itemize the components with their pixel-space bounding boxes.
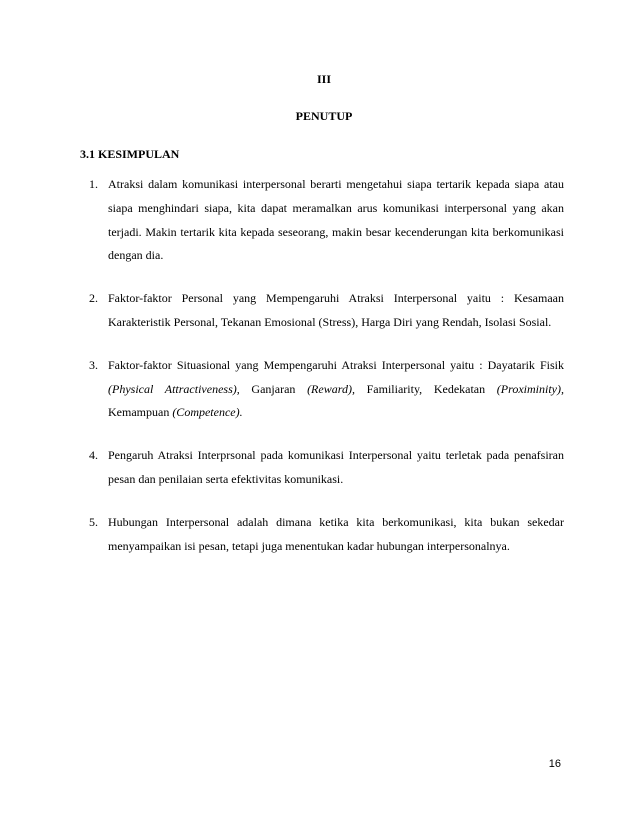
list-item-text-italic: (Reward), bbox=[307, 381, 355, 396]
list-item-number: 5. bbox=[89, 514, 98, 529]
list-item-text-segment: Hubungan Interpersonal adalah dimana ketika kita berkomunikasi, kita bukan sekedar menyampaikan isi pesan, tetapi juga menentukan kadar hubungan interpersonalnya. bbox=[108, 514, 564, 553]
conclusion-list bbox=[82, 173, 564, 577]
list-item-text-segment: Ganjaran bbox=[239, 381, 308, 396]
list-item-text-segment: Atraksi dalam komunikasi interpersonal berarti mengetahui siapa tertarik kepada siapa atau siapa menghindari siapa, kita dapat meramalkan arus komunikasi interpersonal yang akan terjadi. Makin tertarik kita kepada seseorang, makin besar kecenderungan kita berkomunikasi dengan dia. bbox=[108, 177, 564, 263]
list-item bbox=[82, 173, 564, 268]
section-heading: 3.1 KESIMPULAN bbox=[80, 147, 180, 161]
list-item-text-segment: Faktor-faktor Personal yang Mempengaruhi Atraksi Interpersonal yaitu : Kesamaan Karakteristik Personal, Tekanan Emosional (Stress), Harga Diri yang Rendah, Isolasi Sosial. bbox=[108, 291, 564, 329]
list-item-text bbox=[108, 291, 564, 329]
list-item-text-italic: (Competence). bbox=[172, 405, 243, 420]
list-item-text-italic: (Physical Attractiveness), bbox=[108, 381, 240, 396]
list-item-text-segment: Familiarity, Kedekatan bbox=[354, 381, 497, 396]
list-item-number: 3. bbox=[89, 357, 98, 372]
list-item-text-segment: Pengaruh Atraksi Interprsonal pada komunikasi Interpersonal yaitu terletak pada penafsiran pesan dan penilaian serta efektivitas komunikasi. bbox=[108, 448, 564, 486]
list-item bbox=[82, 444, 564, 492]
list-item-number: 2. bbox=[89, 291, 98, 306]
list-item-text-segment: Faktor-faktor Situasional yang Mempengaruhi Atraksi Interpersonal yaitu : Dayatarik Fisik bbox=[108, 357, 564, 372]
list-item-text bbox=[108, 515, 564, 553]
list-item-text-segment: Kemampuan bbox=[108, 405, 173, 420]
chapter-title: PENUTUP bbox=[295, 109, 353, 123]
list-item-text bbox=[108, 177, 564, 262]
page-number: 16 bbox=[548, 758, 561, 770]
list-item bbox=[82, 511, 564, 559]
list-item-text-italic: (Proximinity), bbox=[496, 381, 564, 396]
list-item bbox=[82, 354, 564, 425]
list-item bbox=[82, 287, 564, 335]
chapter-number: III bbox=[316, 72, 331, 86]
list-item-text bbox=[108, 358, 564, 420]
list-item-number: 4. bbox=[89, 448, 98, 463]
list-item-text bbox=[108, 448, 564, 486]
list-item-number: 1. bbox=[89, 177, 98, 191]
